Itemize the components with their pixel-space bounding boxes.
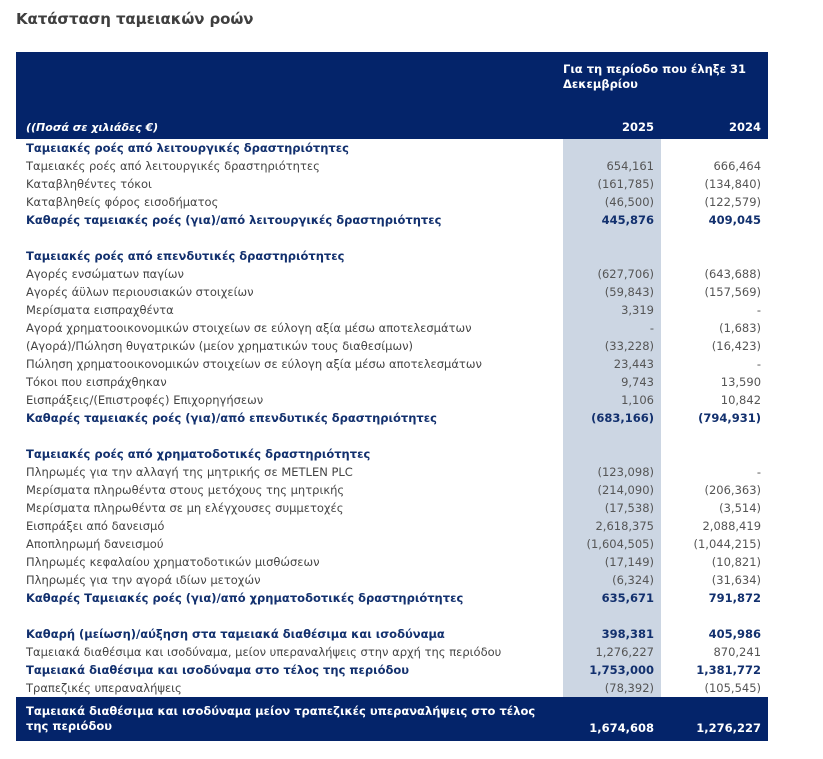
- row-label: Ταμειακά διαθέσιμα και ισοδύναμα μείον τραπεζικές υπεραναλήψεις στο τέλος της περιόδου: [16, 697, 563, 741]
- row-label: (Αγορά)/Πώληση θυγατρικών (μείον χρηματικών τους διαθεσίμων): [26, 339, 413, 353]
- table-row: [16, 301, 768, 319]
- table-grand-total-row: [16, 697, 768, 741]
- row-label: Πληρωμές για την αγορά ιδίων μετοχών: [26, 573, 261, 587]
- row-label: Καθαρή (μείωση)/αύξηση στα ταμειακά διαθέσιμα και ισοδύναμα: [26, 627, 445, 641]
- header-year-2025: 2025: [563, 114, 661, 139]
- row-value-2024: (206,363): [704, 483, 762, 497]
- table-row: [16, 373, 768, 391]
- table-row: [16, 391, 768, 409]
- row-value-2024: (3,514): [719, 501, 762, 515]
- row-label: Εισπράξει από δανεισμό: [26, 519, 165, 533]
- row-value-2024: [661, 139, 768, 157]
- row-value-2025: [563, 139, 661, 157]
- table-row: [16, 337, 768, 355]
- row-value-2025: (683,166): [563, 409, 661, 427]
- row-value-2024: 2,088,419: [702, 519, 762, 533]
- row-value-2025: (6,324): [563, 571, 661, 589]
- row-value-2024: (122,579): [704, 195, 762, 209]
- table-row: [16, 157, 768, 175]
- row-value-2025: (33,228): [563, 337, 661, 355]
- row-label: Τραπεζικές υπεραναλήψεις: [26, 681, 182, 695]
- row-label: Πληρωμές κεφαλαίου χρηματοδοτικών μισθώσεων: [26, 555, 320, 569]
- row-label: Ταμειακά διαθέσιμα και ισοδύναμα στο τέλος της περιόδου: [26, 663, 410, 677]
- header-period-label: Για τη περίοδο που έληξε 31 Δεκεμβρίου: [563, 52, 768, 114]
- row-label: Ταμειακές ροές από λειτουργικές δραστηριότητες: [26, 141, 349, 155]
- row-label: Μερίσματα πληρωθέντα σε μη ελέγχουσες συμμετοχές: [26, 501, 344, 515]
- row-label: Καθαρές ταμειακές ροές (για)/από επενδυτικές δραστηριότητες: [26, 411, 437, 425]
- row-value-2025: -: [563, 319, 661, 337]
- row-value-2024: 666,464: [713, 159, 762, 173]
- table-row: [16, 319, 768, 337]
- row-value-2024: (157,569): [704, 285, 762, 299]
- table-spacer-row: [16, 427, 768, 445]
- table-row: [16, 571, 768, 589]
- row-value-2024: [661, 445, 768, 463]
- row-value-2025: 635,671: [563, 589, 661, 607]
- row-value-2025: (214,090): [563, 481, 661, 499]
- table-section-heading-row: [16, 139, 768, 157]
- row-value-2025: (59,843): [563, 283, 661, 301]
- row-value-2025: [563, 427, 661, 445]
- table-row: [16, 481, 768, 499]
- row-value-2025: (17,538): [563, 499, 661, 517]
- row-label: Καταβληθείς φόρος εισοδήματος: [26, 195, 219, 209]
- row-label: Ταμειακές ροές από λειτουργικές δραστηριότητες: [26, 159, 320, 173]
- row-label: Μερίσματα εισπραχθέντα: [26, 303, 174, 317]
- row-value-2024: [661, 229, 768, 247]
- row-value-2025: [563, 445, 661, 463]
- row-value-2025: 1,753,000: [563, 661, 661, 679]
- row-label: [16, 607, 563, 625]
- row-value-2024: (16,423): [711, 339, 762, 353]
- header-units-label: ((Ποσά σε χιλιάδες €): [16, 114, 563, 139]
- row-label: Πληρωμές για την αλλαγή της μητρικής σε METLEN PLC: [26, 465, 353, 479]
- row-value-2025: (46,500): [563, 193, 661, 211]
- table-row: [16, 643, 768, 661]
- row-label: Καθαρές Ταμειακές ροές (για)/από χρηματοδοτικές δραστηριότητες: [26, 591, 464, 605]
- row-value-2025: (17,149): [563, 553, 661, 571]
- table-row: [16, 355, 768, 373]
- header-year-row: [16, 114, 768, 139]
- header-year-2024: 2024: [661, 114, 768, 139]
- table-subtotal-row: [16, 589, 768, 607]
- row-value-2025: [563, 607, 661, 625]
- row-value-2024: 870,241: [713, 645, 762, 659]
- row-value-2025: 2,618,375: [563, 517, 661, 535]
- row-value-2024: [661, 247, 768, 265]
- row-label: Μερίσματα πληρωθέντα στους μετόχους της μητρικής: [26, 483, 345, 497]
- row-label: [16, 427, 563, 445]
- row-value-2024: -: [756, 465, 762, 479]
- row-value-2025: (1,604,505): [563, 535, 661, 553]
- row-value-2024: -: [756, 357, 762, 371]
- row-label: Καθαρές ταμειακές ροές (για)/από λειτουργικές δραστηριότητες: [26, 213, 442, 227]
- row-value-2024: -: [756, 303, 762, 317]
- table-row: [16, 265, 768, 283]
- row-value-2024: (10,821): [711, 555, 762, 569]
- row-label: Ταμειακές ροές από επενδυτικές δραστηριότητες: [26, 249, 345, 263]
- row-value-2024: (643,688): [704, 267, 762, 281]
- row-value-2024: (31,634): [711, 573, 762, 587]
- row-label: Αποπληρωμή δανεισμού: [26, 537, 164, 551]
- row-value-2025: 654,161: [563, 157, 661, 175]
- row-value-2024: 1,276,227: [661, 697, 768, 741]
- table-spacer-row: [16, 229, 768, 247]
- table-row: [16, 283, 768, 301]
- table-subtotal-row: [16, 661, 768, 679]
- header-empty-cell: [16, 52, 563, 114]
- table-row: [16, 553, 768, 571]
- row-value-2024: 10,842: [720, 393, 762, 407]
- row-value-2025: 3,319: [563, 301, 661, 319]
- table-section-heading-row: [16, 247, 768, 265]
- row-value-2024: (134,840): [704, 177, 762, 191]
- row-value-2025: (78,392): [563, 679, 661, 697]
- row-value-2024: (1,683): [719, 321, 762, 335]
- row-label: [16, 229, 563, 247]
- row-value-2025: 23,443: [563, 355, 661, 373]
- row-value-2025: (161,785): [563, 175, 661, 193]
- row-value-2024: 1,381,772: [696, 663, 762, 677]
- table-row: [16, 679, 768, 697]
- table-row: [16, 175, 768, 193]
- row-value-2024: 13,590: [720, 375, 762, 389]
- table-row: [16, 499, 768, 517]
- row-value-2024: (794,931): [698, 411, 762, 425]
- header-period-row: [16, 52, 768, 114]
- row-value-2025: (123,098): [563, 463, 661, 481]
- row-label: Αγορές άϋλων περιουσιακών στοιχείων: [26, 285, 254, 299]
- row-value-2024: 409,045: [708, 213, 762, 227]
- row-value-2024: 791,872: [708, 591, 762, 605]
- row-value-2025: (627,706): [563, 265, 661, 283]
- row-value-2025: 445,876: [563, 211, 661, 229]
- table-header: [16, 52, 768, 139]
- row-label: Αγορές ενσώματων παγίων: [26, 267, 184, 281]
- row-label: Ταμειακές ροές από χρηματοδοτικές δραστηριότητες: [26, 447, 371, 461]
- table-row: [16, 517, 768, 535]
- table-row: [16, 535, 768, 553]
- row-value-2025: 1,674,608: [563, 697, 661, 741]
- row-label: Τόκοι που εισπράχθηκαν: [26, 375, 167, 389]
- row-value-2024: 405,986: [708, 627, 762, 641]
- row-label: Εισπράξεις/(Επιστροφές) Επιχορηγήσεων: [26, 393, 264, 407]
- row-value-2024: [661, 427, 768, 445]
- table-row: [16, 463, 768, 481]
- table-subtotal-row: [16, 625, 768, 643]
- row-label: Ταμειακά διαθέσιμα και ισοδύναμα, μείον υπεραναλήψεις στην αρχή της περιόδου: [26, 645, 502, 659]
- row-value-2025: 9,743: [563, 373, 661, 391]
- table-section-heading-row: [16, 445, 768, 463]
- page-title: Κατάσταση ταμειακών ροών: [16, 10, 254, 28]
- row-value-2025: 398,381: [563, 625, 661, 643]
- row-value-2025: 1,106: [563, 391, 661, 409]
- row-value-2025: 1,276,227: [563, 643, 661, 661]
- row-value-2024: [661, 607, 768, 625]
- table-spacer-row: [16, 607, 768, 625]
- cash-flow-statement-table: [16, 52, 768, 741]
- table-row: [16, 193, 768, 211]
- row-value-2024: (1,044,215): [693, 537, 762, 551]
- row-value-2024: (105,545): [704, 681, 762, 695]
- row-label: Καταβληθέντες τόκοι: [26, 177, 152, 191]
- row-value-2025: [563, 247, 661, 265]
- row-value-2025: [563, 229, 661, 247]
- row-label: Πώληση χρηματοοικονομικών στοιχείων σε εύλογη αξία μέσω αποτελεσμάτων: [26, 357, 482, 371]
- table-subtotal-row: [16, 211, 768, 229]
- table-body: [16, 139, 768, 741]
- table-subtotal-row: [16, 409, 768, 427]
- row-label: Αγορά χρηματοοικονομικών στοιχείων σε εύλογη αξία μέσω αποτελεσμάτων: [26, 321, 472, 335]
